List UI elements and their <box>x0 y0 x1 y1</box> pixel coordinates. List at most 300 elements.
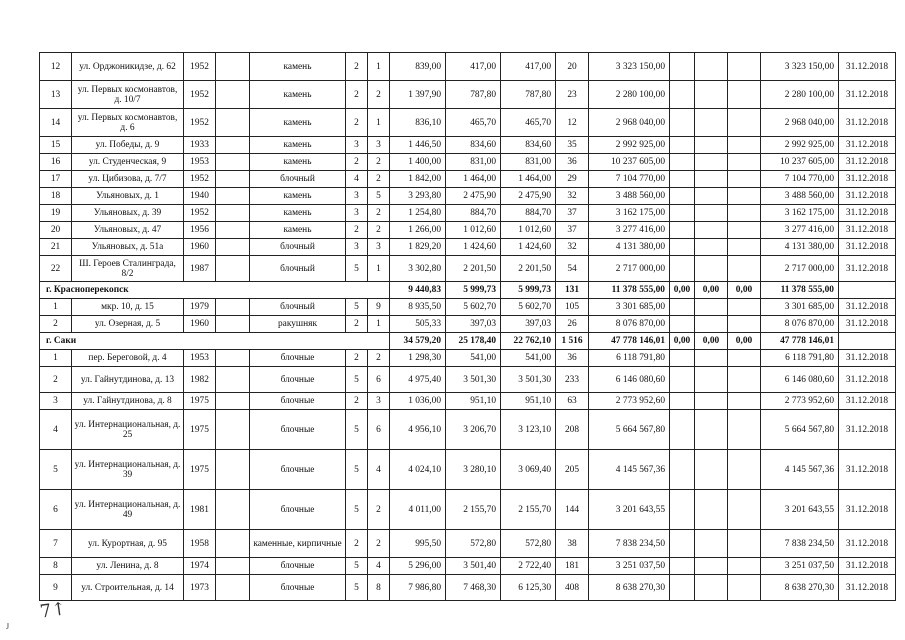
cell-owners-funds: 3 488 560,00 <box>761 188 839 205</box>
cell-entrances: 1 <box>368 256 390 282</box>
cell-entrances: 1 <box>368 316 390 333</box>
cell-residential-area: 417,00 <box>501 53 556 81</box>
cell-fund-amount <box>670 205 695 222</box>
cell-year-built: 1953 <box>184 154 216 171</box>
cell-regional-budget <box>695 316 728 333</box>
cell-floors: 5 <box>346 490 368 530</box>
cell-regional-budget <box>695 53 728 81</box>
cell-completion-date: 31.12.2018 <box>839 81 896 109</box>
cell-entrances: 3 <box>368 393 390 410</box>
cell-local-budget <box>728 450 761 490</box>
cell-completion-date: 31.12.2018 <box>839 490 896 530</box>
cell-year-built: 1981 <box>184 490 216 530</box>
table-row <box>40 171 896 188</box>
cell-owners-funds: 6 146 080,60 <box>761 367 839 393</box>
cell-local-budget <box>728 53 761 81</box>
cell-local-budget <box>728 205 761 222</box>
cell-completion-date: 31.12.2018 <box>839 109 896 137</box>
cell-floors: 3 <box>346 137 368 154</box>
cell-total-area: 3 293,80 <box>390 188 446 205</box>
cell-fund-amount <box>670 137 695 154</box>
cell-residents: 233 <box>556 367 589 393</box>
cell-owners-funds: 2 717 000,00 <box>761 256 839 282</box>
cell-year-built: 1975 <box>184 450 216 490</box>
cell-total-cost: 2 717 000,00 <box>589 256 670 282</box>
cell-fund-amount <box>670 171 695 188</box>
cell-total-area: 8 935,50 <box>390 299 446 316</box>
cell-year-commissioned <box>216 530 250 558</box>
cell-residential-area: 541,00 <box>501 350 556 367</box>
cell-residents: 29 <box>556 171 589 188</box>
cell-owners-funds: 8 638 270,30 <box>761 575 839 601</box>
cell-completion-date: 31.12.2018 <box>839 205 896 222</box>
cell-fund-amount <box>670 154 695 171</box>
cell-residential-area: 951,10 <box>501 393 556 410</box>
cell-completion-date: 31.12.2018 <box>839 575 896 601</box>
cell-entrances: 1 <box>368 109 390 137</box>
cell-floors: 2 <box>346 154 368 171</box>
cell-entrances: 2 <box>368 490 390 530</box>
cell-year-commissioned <box>216 393 250 410</box>
cell-fund-amount <box>670 256 695 282</box>
cell-fund-amount <box>670 530 695 558</box>
cell-total-cost: 7 838 234,50 <box>589 530 670 558</box>
group-name: г. Красноперекопск <box>40 282 390 299</box>
cell-total-cost: 6 118 791,80 <box>589 350 670 367</box>
cell-entrances: 5 <box>368 188 390 205</box>
cell-regional-budget <box>695 490 728 530</box>
cell-local-budget <box>728 81 761 109</box>
cell-regional-budget <box>695 239 728 256</box>
cell-residential-area: 572,80 <box>501 530 556 558</box>
cell-wall-material: блочные <box>250 367 346 393</box>
cell-regional-budget <box>695 81 728 109</box>
cell-address: ул. Первых космонавтов, д. 10/7 <box>72 81 184 109</box>
cell-total-cost: 8 076 870,00 <box>589 316 670 333</box>
cell-year-built: 1974 <box>184 558 216 575</box>
group-total-row <box>40 333 896 350</box>
cell-year-built: 1952 <box>184 53 216 81</box>
cell-regional-budget <box>695 205 728 222</box>
cell-fund-amount <box>670 450 695 490</box>
cell-year-built: 1956 <box>184 222 216 239</box>
cell-entrances: 4 <box>368 450 390 490</box>
cell-wall-material: камень <box>250 222 346 239</box>
cell-residents: 23 <box>556 81 589 109</box>
cell-completion-date: 31.12.2018 <box>839 137 896 154</box>
cell-address: ул. Первых космонавтов, д. 6 <box>72 109 184 137</box>
table-row <box>40 450 896 490</box>
cell-year-commissioned <box>216 299 250 316</box>
cell-residential-area: 1 464,00 <box>501 171 556 188</box>
cell-address: ул. Гайнутдинова, д. 8 <box>72 393 184 410</box>
cell-residential-area: 3 123,10 <box>501 410 556 450</box>
cell-living-area: 951,10 <box>446 393 501 410</box>
cell-residents: 105 <box>556 299 589 316</box>
cell-owners-funds: 7 838 234,50 <box>761 530 839 558</box>
cell-regional-budget <box>695 109 728 137</box>
cell-total-area-total: 34 579,20 <box>390 333 446 350</box>
cell-total-area: 995,50 <box>390 530 446 558</box>
cell-year-built: 1952 <box>184 171 216 188</box>
cell-residential-area: 831,00 <box>501 154 556 171</box>
cell-residential-area: 834,60 <box>501 137 556 154</box>
cell-total-cost: 3 323 150,00 <box>589 53 670 81</box>
cell-year-built: 1953 <box>184 350 216 367</box>
cell-year-commissioned <box>216 205 250 222</box>
cell-residents: 32 <box>556 239 589 256</box>
cell-year-commissioned <box>216 137 250 154</box>
cell-total-cost: 8 638 270,30 <box>589 575 670 601</box>
cell-completion-date: 31.12.2018 <box>839 316 896 333</box>
cell-residents: 54 <box>556 256 589 282</box>
cell-residents: 20 <box>556 53 589 81</box>
cell-total-area: 1 298,30 <box>390 350 446 367</box>
group-total-row <box>40 282 896 299</box>
cell-row-number: 5 <box>40 450 72 490</box>
cell-total-area: 836,10 <box>390 109 446 137</box>
cell-owners-funds: 8 076 870,00 <box>761 316 839 333</box>
cell-row-number: 19 <box>40 205 72 222</box>
cell-wall-material: блочный <box>250 171 346 188</box>
cell-local-budget <box>728 558 761 575</box>
cell-fund-amount <box>670 299 695 316</box>
cell-floors: 3 <box>346 188 368 205</box>
cell-total-area: 4 956,10 <box>390 410 446 450</box>
cell-living-area: 465,70 <box>446 109 501 137</box>
cell-local-budget <box>728 530 761 558</box>
cell-regional-budget-total: 0,00 <box>695 333 728 350</box>
cell-floors: 5 <box>346 299 368 316</box>
cell-residential-area: 1 012,60 <box>501 222 556 239</box>
table-row <box>40 256 896 282</box>
cell-residential-area-total: 5 999,73 <box>501 282 556 299</box>
cell-address: Ульяновых, д. 47 <box>72 222 184 239</box>
cell-address: ул. Курортная, д. 95 <box>72 530 184 558</box>
cell-living-area-total: 25 178,40 <box>446 333 501 350</box>
cell-completion-date: 31.12.2018 <box>839 299 896 316</box>
cell-year-commissioned <box>216 171 250 188</box>
cell-fund-amount-total: 0,00 <box>670 282 695 299</box>
cell-total-area: 839,00 <box>390 53 446 81</box>
cell-total-area: 1 266,00 <box>390 222 446 239</box>
cell-year-commissioned <box>216 53 250 81</box>
cell-row-number: 22 <box>40 256 72 282</box>
cell-wall-material: блочные <box>250 410 346 450</box>
cell-owners-funds-total: 47 778 146,01 <box>761 333 839 350</box>
cell-address: Ульяновых, д. 1 <box>72 188 184 205</box>
cell-living-area: 3 501,30 <box>446 367 501 393</box>
cell-fund-amount <box>670 188 695 205</box>
cell-local-budget <box>728 137 761 154</box>
cell-total-cost: 2 992 925,00 <box>589 137 670 154</box>
table-row <box>40 350 896 367</box>
cell-wall-material: блочный <box>250 239 346 256</box>
cell-year-commissioned <box>216 109 250 137</box>
cell-address: ул. Студенческая, 9 <box>72 154 184 171</box>
cell-total-area: 7 986,80 <box>390 575 446 601</box>
cell-fund-amount <box>670 410 695 450</box>
cell-row-number: 2 <box>40 367 72 393</box>
cell-wall-material: камень <box>250 205 346 222</box>
cell-living-area: 787,80 <box>446 81 501 109</box>
cell-total-area: 1 446,50 <box>390 137 446 154</box>
cell-year-built: 1952 <box>184 109 216 137</box>
cell-floors: 3 <box>346 205 368 222</box>
cell-living-area: 1 012,60 <box>446 222 501 239</box>
cell-owners-funds: 2 280 100,00 <box>761 81 839 109</box>
cell-entrances: 3 <box>368 239 390 256</box>
cell-living-area: 1 464,00 <box>446 171 501 188</box>
cell-regional-budget <box>695 575 728 601</box>
cell-address: ул. Победы, д. 9 <box>72 137 184 154</box>
cell-total-cost: 3 201 643,55 <box>589 490 670 530</box>
cell-completion-date: 31.12.2018 <box>839 530 896 558</box>
cell-fund-amount <box>670 109 695 137</box>
cell-residential-area: 2 475,90 <box>501 188 556 205</box>
cell-residential-area: 397,03 <box>501 316 556 333</box>
cell-owners-funds: 10 237 605,00 <box>761 154 839 171</box>
cell-entrances: 2 <box>368 350 390 367</box>
cell-living-area: 2 155,70 <box>446 490 501 530</box>
cell-completion-date: 31.12.2018 <box>839 188 896 205</box>
cell-completion-date: 31.12.2018 <box>839 222 896 239</box>
cell-wall-material: блочные <box>250 350 346 367</box>
table-row <box>40 316 896 333</box>
cell-living-area: 572,80 <box>446 530 501 558</box>
cell-floors: 5 <box>346 256 368 282</box>
cell-residents: 408 <box>556 575 589 601</box>
cell-total-area-total: 9 440,83 <box>390 282 446 299</box>
cell-address: ул. Интернациональная, д. 25 <box>72 410 184 450</box>
cell-regional-budget <box>695 393 728 410</box>
cell-owners-funds: 3 162 175,00 <box>761 205 839 222</box>
cell-row-number: 4 <box>40 410 72 450</box>
cell-owners-funds: 4 131 380,00 <box>761 239 839 256</box>
cell-address: Ульяновых, д. 51а <box>72 239 184 256</box>
cell-year-built: 1979 <box>184 299 216 316</box>
cell-floors: 2 <box>346 81 368 109</box>
cell-owners-funds: 4 145 567,36 <box>761 450 839 490</box>
cell-year-commissioned <box>216 81 250 109</box>
cell-owners-funds: 3 251 037,50 <box>761 558 839 575</box>
cell-owners-funds: 6 118 791,80 <box>761 350 839 367</box>
cell-entrances: 2 <box>368 205 390 222</box>
cell-address: ул. Озерная, д. 5 <box>72 316 184 333</box>
cell-wall-material: камень <box>250 154 346 171</box>
cell-completion-date: 31.12.2018 <box>839 367 896 393</box>
cell-address: ул. Цибизова, д. 7/7 <box>72 171 184 188</box>
cell-year-commissioned <box>216 490 250 530</box>
cell-residents: 37 <box>556 205 589 222</box>
cell-wall-material: ракушняк <box>250 316 346 333</box>
cell-row-number: 1 <box>40 350 72 367</box>
cell-year-commissioned <box>216 222 250 239</box>
cell-wall-material: блочные <box>250 558 346 575</box>
cell-year-built: 1975 <box>184 393 216 410</box>
cell-residential-area: 3 501,30 <box>501 367 556 393</box>
cell-living-area: 2 201,50 <box>446 256 501 282</box>
cell-floors: 2 <box>346 109 368 137</box>
cell-local-budget <box>728 154 761 171</box>
cell-floors: 2 <box>346 222 368 239</box>
cell-residents: 26 <box>556 316 589 333</box>
cell-address: Ш. Героев Сталинграда, 8/2 <box>72 256 184 282</box>
cell-total-cost: 5 664 567,80 <box>589 410 670 450</box>
cell-total-cost: 2 280 100,00 <box>589 81 670 109</box>
cell-local-budget <box>728 239 761 256</box>
cell-year-built: 1973 <box>184 575 216 601</box>
cell-local-budget-total: 0,00 <box>728 282 761 299</box>
cell-year-built: 1933 <box>184 137 216 154</box>
cell-local-budget <box>728 575 761 601</box>
cell-total-area: 5 296,00 <box>390 558 446 575</box>
cell-owners-funds: 7 104 770,00 <box>761 171 839 188</box>
cell-total-area: 1 397,90 <box>390 81 446 109</box>
cell-row-number: 15 <box>40 137 72 154</box>
cell-floors: 2 <box>346 316 368 333</box>
cell-row-number: 14 <box>40 109 72 137</box>
cell-year-commissioned <box>216 558 250 575</box>
cell-row-number: 6 <box>40 490 72 530</box>
cell-completion-date: 31.12.2018 <box>839 450 896 490</box>
table-row <box>40 393 896 410</box>
cell-living-area: 884,70 <box>446 205 501 222</box>
cell-floors: 2 <box>346 530 368 558</box>
cell-total-cost: 3 251 037,50 <box>589 558 670 575</box>
cell-total-cost: 4 145 567,36 <box>589 450 670 490</box>
cell-wall-material: каменные, кирпичные <box>250 530 346 558</box>
cell-completion-date: 31.12.2018 <box>839 410 896 450</box>
cell-year-built: 1940 <box>184 188 216 205</box>
cell-total-area: 1 254,80 <box>390 205 446 222</box>
cell-year-built: 1952 <box>184 81 216 109</box>
cell-owners-funds-total: 11 378 555,00 <box>761 282 839 299</box>
cell-year-commissioned <box>216 256 250 282</box>
cell-entrances: 4 <box>368 558 390 575</box>
cell-row-number: 8 <box>40 558 72 575</box>
cell-year-commissioned <box>216 410 250 450</box>
cell-row-number: 16 <box>40 154 72 171</box>
cell-year-commissioned <box>216 316 250 333</box>
housing-register-table <box>39 52 896 601</box>
cell-total-area: 505,33 <box>390 316 446 333</box>
cell-floors: 5 <box>346 410 368 450</box>
cell-row-number: 3 <box>40 393 72 410</box>
cell-total-area: 1 400,00 <box>390 154 446 171</box>
cell-residential-area: 3 069,40 <box>501 450 556 490</box>
cell-living-area: 397,03 <box>446 316 501 333</box>
cell-entrances: 2 <box>368 530 390 558</box>
cell-floors: 3 <box>346 239 368 256</box>
cell-row-number: 12 <box>40 53 72 81</box>
cell-year-built: 1975 <box>184 410 216 450</box>
cell-address: ул. Строительная, д. 14 <box>72 575 184 601</box>
cell-owners-funds: 3 277 416,00 <box>761 222 839 239</box>
cell-wall-material: камень <box>250 137 346 154</box>
cell-owners-funds: 2 773 952,60 <box>761 393 839 410</box>
cell-wall-material: камень <box>250 53 346 81</box>
cell-residents: 144 <box>556 490 589 530</box>
cell-row-number: 20 <box>40 222 72 239</box>
cell-completion-date-total <box>839 282 896 299</box>
cell-total-area: 1 842,00 <box>390 171 446 188</box>
cell-year-commissioned <box>216 188 250 205</box>
cell-completion-date: 31.12.2018 <box>839 350 896 367</box>
cell-living-area: 541,00 <box>446 350 501 367</box>
cell-address: ул. Интернациональная, д. 39 <box>72 450 184 490</box>
cell-residential-area-total: 22 762,10 <box>501 333 556 350</box>
cell-year-built: 1982 <box>184 367 216 393</box>
cell-completion-date: 31.12.2018 <box>839 53 896 81</box>
cell-total-cost: 3 488 560,00 <box>589 188 670 205</box>
cell-regional-budget <box>695 350 728 367</box>
cell-total-cost: 4 131 380,00 <box>589 239 670 256</box>
cell-residential-area: 1 424,60 <box>501 239 556 256</box>
cell-owners-funds: 2 968 040,00 <box>761 109 839 137</box>
table-row <box>40 222 896 239</box>
cell-fund-amount <box>670 558 695 575</box>
cell-floors: 5 <box>346 450 368 490</box>
cell-residential-area: 5 602,70 <box>501 299 556 316</box>
cell-year-commissioned <box>216 575 250 601</box>
cell-living-area: 3 206,70 <box>446 410 501 450</box>
cell-entrances: 1 <box>368 53 390 81</box>
cell-wall-material: блочные <box>250 490 346 530</box>
cell-fund-amount <box>670 81 695 109</box>
cell-residents: 63 <box>556 393 589 410</box>
table-row <box>40 81 896 109</box>
cell-regional-budget <box>695 154 728 171</box>
table-row <box>40 205 896 222</box>
cell-row-number: 1 <box>40 299 72 316</box>
cell-completion-date: 31.12.2018 <box>839 558 896 575</box>
cell-fund-amount <box>670 316 695 333</box>
cell-living-area: 417,00 <box>446 53 501 81</box>
cell-year-commissioned <box>216 367 250 393</box>
cell-total-cost: 3 162 175,00 <box>589 205 670 222</box>
cell-entrances: 2 <box>368 81 390 109</box>
cell-residents: 205 <box>556 450 589 490</box>
cell-living-area: 3 280,10 <box>446 450 501 490</box>
cell-local-budget <box>728 188 761 205</box>
cell-row-number: 2 <box>40 316 72 333</box>
cell-fund-amount <box>670 239 695 256</box>
cell-local-budget <box>728 222 761 239</box>
cell-residents: 12 <box>556 109 589 137</box>
cell-residential-area: 2 155,70 <box>501 490 556 530</box>
cell-total-cost-total: 47 778 146,01 <box>589 333 670 350</box>
cell-residential-area: 2 201,50 <box>501 256 556 282</box>
cell-completion-date-total <box>839 333 896 350</box>
cell-completion-date: 31.12.2018 <box>839 256 896 282</box>
cell-total-area: 1 829,20 <box>390 239 446 256</box>
cell-regional-budget <box>695 410 728 450</box>
cell-total-area: 4 011,00 <box>390 490 446 530</box>
cell-regional-budget <box>695 171 728 188</box>
cell-local-budget-total: 0,00 <box>728 333 761 350</box>
cell-row-number: 21 <box>40 239 72 256</box>
cell-entrances: 6 <box>368 367 390 393</box>
cell-wall-material: камень <box>250 81 346 109</box>
cell-total-cost: 6 146 080,60 <box>589 367 670 393</box>
cell-total-area: 3 302,80 <box>390 256 446 282</box>
cell-regional-budget <box>695 256 728 282</box>
cell-residents-total: 1 516 <box>556 333 589 350</box>
cell-year-built: 1960 <box>184 239 216 256</box>
cell-local-budget <box>728 299 761 316</box>
cell-residential-area: 787,80 <box>501 81 556 109</box>
